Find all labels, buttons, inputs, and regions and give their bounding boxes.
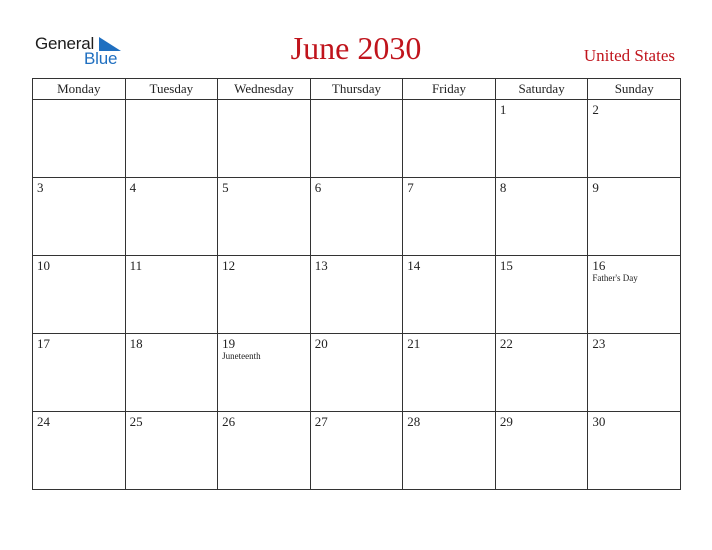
logo-text-blue: Blue	[84, 49, 118, 68]
day-number: 29	[499, 414, 513, 429]
day-number: 3	[37, 180, 44, 195]
week-row	[33, 178, 681, 256]
day-number: 27	[314, 414, 328, 429]
day-number: 10	[37, 258, 50, 273]
day-cell	[588, 178, 681, 256]
day-cell	[495, 178, 588, 256]
day-cell	[33, 178, 126, 256]
weekday-header: Saturday	[495, 79, 588, 100]
day-number: 9	[592, 180, 599, 195]
day-number: 30	[592, 414, 606, 429]
day-cell	[310, 100, 403, 178]
holiday-label: Juneteenth	[222, 351, 261, 361]
logo-text-general: General	[35, 34, 95, 53]
day-cell	[218, 334, 311, 412]
day-number: 7	[407, 180, 414, 195]
day-cell	[403, 100, 496, 178]
day-number: 26	[222, 414, 236, 429]
day-number: 11	[129, 258, 143, 273]
day-cell	[495, 256, 588, 334]
day-number: 25	[129, 414, 143, 429]
weekday-header: Monday	[33, 79, 126, 100]
week-row	[33, 334, 681, 412]
day-cell	[125, 256, 218, 334]
day-number: 2	[592, 102, 599, 117]
weekday-header: Friday	[403, 79, 496, 100]
calendar-title: June 2030	[290, 30, 422, 66]
day-cell	[310, 412, 403, 490]
day-number: 18	[129, 336, 143, 351]
weekday-header: Thursday	[310, 79, 403, 100]
day-cell	[403, 178, 496, 256]
day-number: 15	[499, 258, 513, 273]
day-cell	[588, 256, 681, 334]
day-number: 20	[314, 336, 328, 351]
country-label: United States	[583, 46, 675, 65]
day-number: 6	[314, 180, 322, 195]
day-cell	[33, 334, 126, 412]
day-number	[126, 100, 218, 103]
day-number: 19	[222, 336, 236, 351]
day-cell	[218, 412, 311, 490]
day-number: 13	[314, 258, 328, 273]
day-number: 28	[407, 414, 421, 429]
day-cell	[125, 334, 218, 412]
day-cell	[403, 334, 496, 412]
day-number: 14	[407, 258, 421, 273]
weekday-header-row	[33, 79, 681, 100]
day-cell	[218, 178, 311, 256]
day-number: 22	[499, 336, 513, 351]
week-row	[33, 412, 681, 490]
day-number: 4	[129, 180, 137, 195]
day-cell	[588, 100, 681, 178]
day-cell	[125, 100, 218, 178]
day-cell	[310, 178, 403, 256]
day-number: 1	[499, 102, 507, 117]
weekday-header: Wednesday	[218, 79, 311, 100]
day-cell	[403, 256, 496, 334]
day-cell	[125, 412, 218, 490]
day-cell	[33, 412, 126, 490]
day-number	[218, 100, 310, 103]
day-number: 8	[499, 180, 507, 195]
week-row	[33, 100, 681, 178]
day-cell	[310, 334, 403, 412]
day-number	[311, 100, 403, 103]
day-number: 24	[37, 414, 50, 429]
day-cell	[403, 412, 496, 490]
day-number: 23	[592, 336, 606, 351]
day-number: 16	[592, 258, 606, 273]
day-cell	[495, 100, 588, 178]
week-row	[33, 256, 681, 334]
holiday-label: Father's Day	[592, 273, 638, 283]
day-cell	[588, 334, 681, 412]
calendar-grid	[32, 78, 681, 490]
calendar-body	[33, 100, 681, 490]
day-number: 21	[407, 336, 421, 351]
weekday-header: Sunday	[588, 79, 681, 100]
day-number	[33, 100, 125, 103]
day-cell	[310, 256, 403, 334]
day-cell	[33, 256, 126, 334]
weekday-header: Tuesday	[125, 79, 218, 100]
day-number: 5	[222, 180, 229, 195]
day-cell	[125, 178, 218, 256]
day-number	[403, 100, 495, 103]
day-cell	[495, 334, 588, 412]
day-cell	[588, 412, 681, 490]
day-number: 12	[222, 258, 236, 273]
day-number: 17	[37, 336, 50, 351]
day-cell	[495, 412, 588, 490]
day-cell	[218, 256, 311, 334]
day-cell	[218, 100, 311, 178]
day-cell	[33, 100, 126, 178]
